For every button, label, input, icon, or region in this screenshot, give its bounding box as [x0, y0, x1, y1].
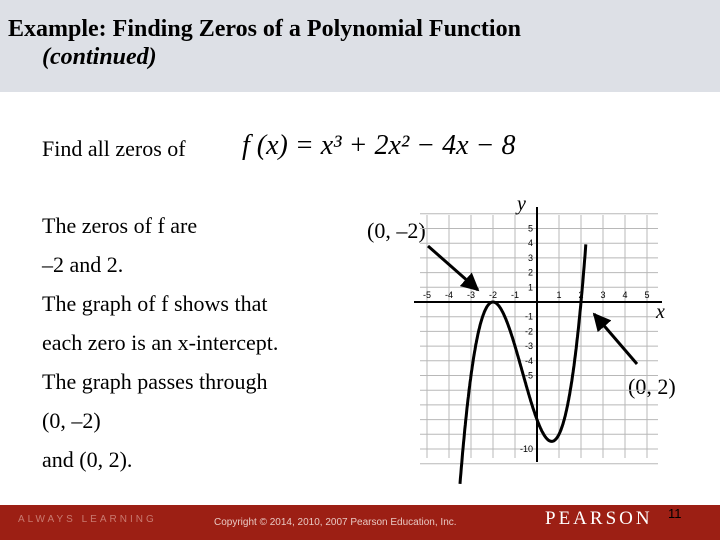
- x-tick-label: 1: [556, 290, 562, 300]
- footer-copyright: Copyright © 2014, 2010, 2007 Pearson Education, Inc.: [214, 517, 457, 528]
- body-line-5: The graph passes through: [42, 369, 268, 394]
- footer-tagline: ALWAYS LEARNING: [18, 514, 157, 525]
- y-tick-label: -1: [524, 311, 533, 322]
- y-tick-label: -5: [524, 370, 533, 381]
- y-tick-label: 3: [527, 252, 533, 263]
- annotation-left: (0, –2): [367, 218, 426, 243]
- graph-axes: [414, 193, 665, 462]
- y-tick-label: 1: [527, 282, 533, 293]
- y-axis-label: y: [517, 193, 526, 215]
- equation-rhs: x³ + 2x² − 4x − 8: [320, 130, 516, 161]
- footer-bar: [0, 505, 720, 540]
- body-line-4: each zero is an x-intercept.: [42, 330, 279, 355]
- x-tick-label: -4: [444, 290, 454, 300]
- slide-subtitle: (continued): [42, 44, 157, 70]
- y-tick-label: -2: [524, 326, 533, 337]
- body-line-2: –2 and 2.: [42, 252, 124, 277]
- equation-lhs: f (x) =: [242, 130, 321, 161]
- x-tick-label: 3: [600, 290, 606, 300]
- pearson-logo: PEARSON: [545, 508, 653, 529]
- y-tick-label: 5: [527, 223, 533, 234]
- y-tick-label: -4: [524, 355, 533, 366]
- page-number: 11: [668, 506, 682, 521]
- x-tick-label: 4: [622, 290, 628, 300]
- x-tick-label: -1: [510, 290, 520, 300]
- slide-title: Example: Finding Zeros of a Polynomial Function: [8, 16, 521, 42]
- arrow-to-right-zero: [594, 314, 637, 364]
- x-tick-label: 5: [644, 290, 650, 300]
- prompt-text: Find all zeros of: [42, 136, 186, 161]
- y-tick-label: 2: [527, 267, 533, 278]
- body-line-7: and (0, 2).: [42, 447, 133, 472]
- x-axis-label: x: [656, 301, 665, 323]
- x-tick-label: -2: [488, 290, 498, 300]
- x-tick-label: 2: [578, 290, 584, 300]
- y-tick-label: -3: [524, 341, 533, 352]
- x-tick-label: -5: [422, 290, 432, 300]
- body-line-1: The zeros of f are: [42, 213, 198, 238]
- y-tick-label: 4: [527, 238, 533, 249]
- body-line-3: The graph of f shows that: [42, 291, 268, 316]
- body-line-6: (0, –2): [42, 408, 101, 433]
- x-tick-label: -3: [466, 290, 476, 300]
- y-tick-label: -10: [519, 444, 533, 454]
- annotation-right: (0, 2): [628, 374, 676, 399]
